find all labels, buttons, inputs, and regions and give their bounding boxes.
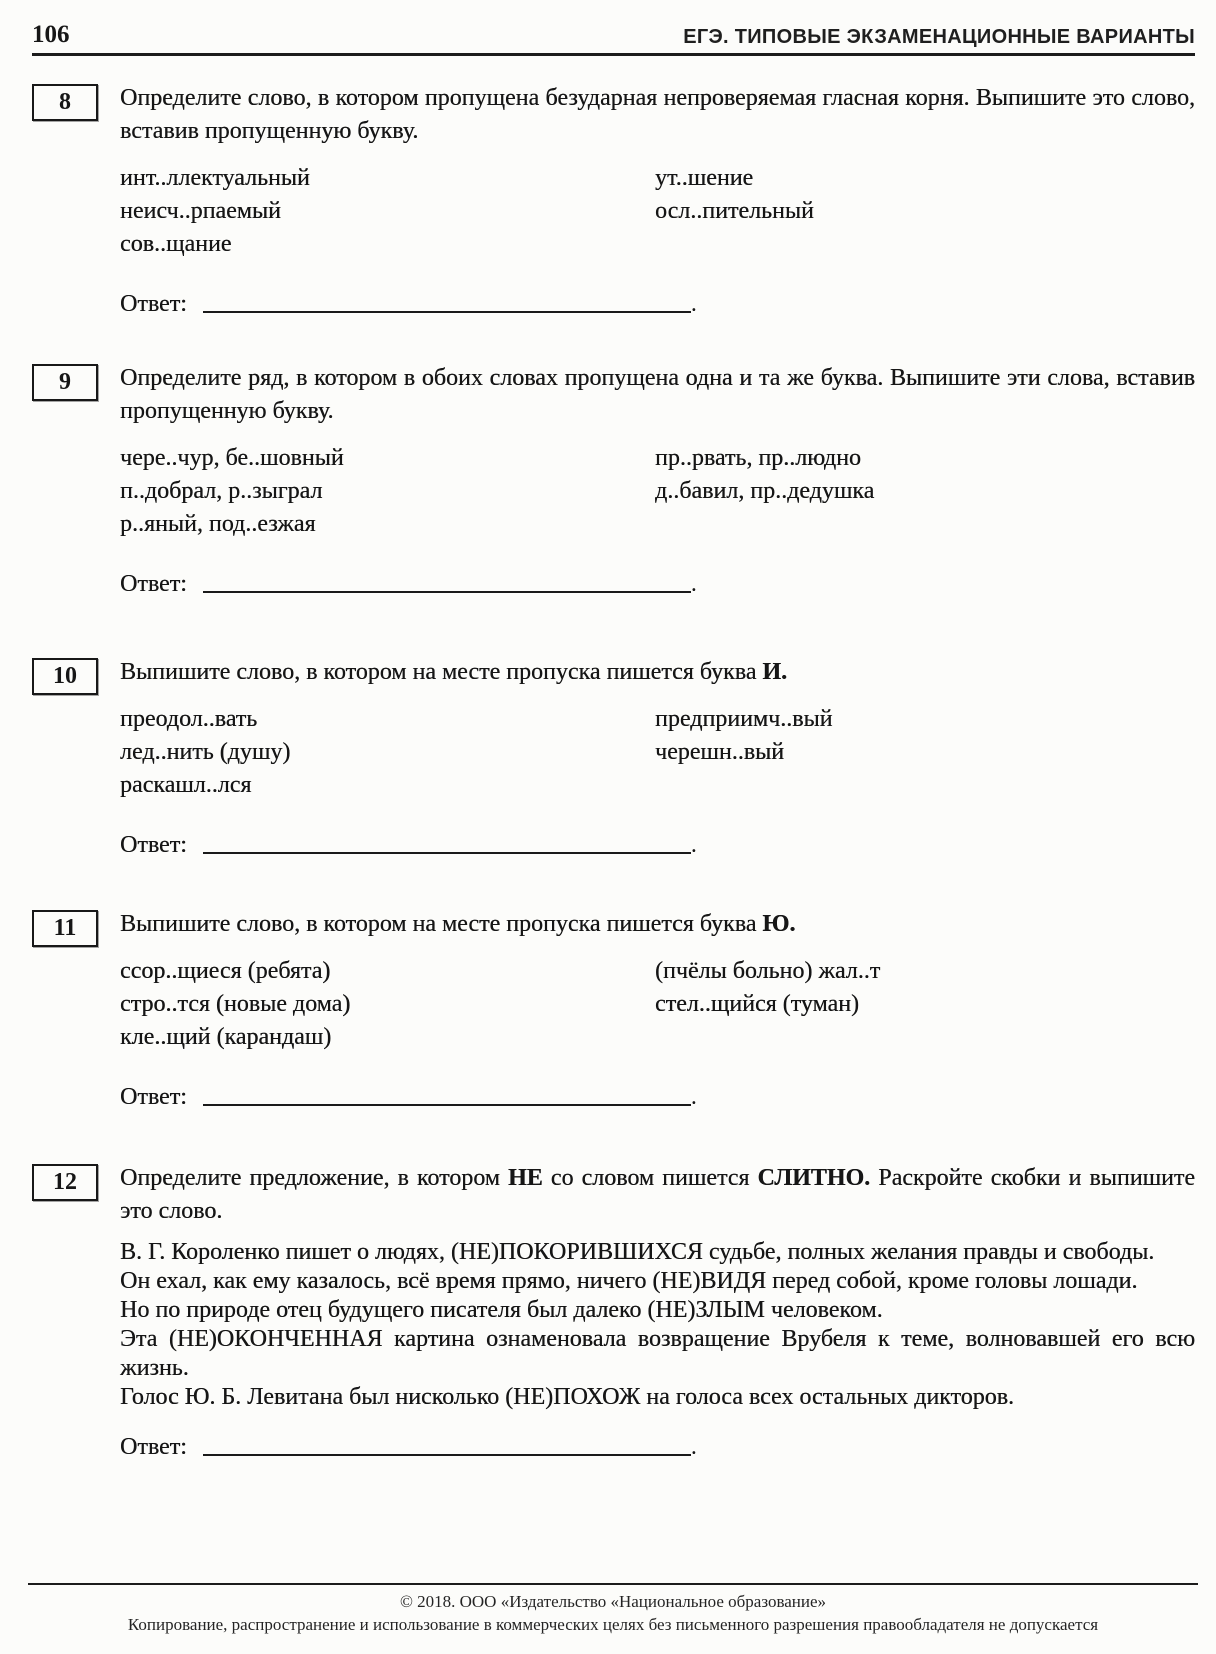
prompt-text: Определите ряд, в котором в обоих словах пропущена одна и та же буква. Выпишите эти слова, вставив пропущенную букву. [120,365,1195,424]
options-right-column [655,442,1195,541]
word-option: сов..щание [120,231,232,257]
answer-blank[interactable] [203,848,691,854]
word-pair-option: д..бавил, пр..дедушка [655,478,875,504]
sentence-option: Он ехал, как ему казалось, всё время прямо, ничего (НЕ)ВИДЯ перед собой, кроме головы лошади. [120,1268,1138,1294]
question-8 [32,82,1195,318]
word-option: черешн..вый [655,739,784,765]
question-12-prompt [120,1162,1195,1228]
prompt-text: Выпишите слово, в котором на месте пропуска пишется буква [120,911,763,937]
question-11-answer-row [120,1084,1195,1111]
sentence-option: В. Г. Короленко пишет о людях, (НЕ)ПОКОРИВШИХСЯ судьбе, полных желания правды и свободы. [120,1239,1155,1265]
options-left-column [120,703,655,802]
question-10-prompt [120,656,1195,689]
prompt-text: Выпишите слово, в котором на месте пропуска пишется буква [120,659,763,685]
word-option: предприимч..вый [655,706,833,732]
question-10 [32,656,1195,859]
prompt-bold-text: И. [762,659,788,685]
word-pair-option: пр..рвать, пр..людно [655,445,861,471]
question-number: 8 [59,89,71,115]
word-option: лед..нить (душу) [120,739,291,765]
answer-period: . [690,832,697,858]
answer-blank[interactable] [203,307,691,313]
question-8-options [120,162,1195,261]
answer-period: . [690,291,697,317]
sentence-option: Но по природе отец будущего писателя был далеко (НЕ)ЗЛЫМ человеком. [120,1297,883,1323]
word-option: ссор..щиеся (ребята) [120,958,331,984]
answer-label: Ответ: [120,1434,187,1460]
question-12-answer-row [120,1434,1195,1461]
header-title: ЕГЭ. ТИПОВЫЕ ЭКЗАМЕНАЦИОННЫЕ ВАРИАНТЫ [683,26,1195,48]
question-10-answer-row [120,832,1195,859]
question-number: 10 [53,663,77,689]
page-footer [28,1583,1198,1635]
prompt-bold-text: СЛИТНО. [757,1165,871,1191]
question-9-options [120,442,1195,541]
answer-label: Ответ: [120,1084,187,1110]
word-option: раскашл..лся [120,772,252,798]
sentence-option: Голос Ю. Б. Левитана был нисколько (НЕ)ПОХОЖ на голоса всех остальных дикторов. [120,1384,1015,1410]
word-option: ут..шение [655,165,754,191]
options-left-column [120,442,655,541]
prompt-bold-text: Ю. [762,911,796,937]
options-left-column [120,162,655,261]
question-11-options [120,955,1195,1054]
copyright-line: © 2018. ООО «Издательство «Национальное образование» [399,1592,827,1611]
question-8-answer-row [120,291,1195,318]
page-number: 106 [32,21,70,48]
word-option: осл..пительный [655,198,814,224]
answer-label: Ответ: [120,832,187,858]
prompt-bold-text: НЕ [508,1165,543,1191]
word-option: преодол..вать [120,706,258,732]
question-number: 9 [59,369,71,395]
question-9-answer-row [120,571,1195,598]
question-8-prompt [120,82,1195,148]
question-10-options [120,703,1195,802]
prompt-text: Определите слово, в котором пропущена безударная непроверяемая гласная корня. Выпишите это слово, вставив пропущенную букву. [120,85,1195,144]
word-pair-option: р..яный, под..езжая [120,511,316,537]
question-12 [32,1162,1195,1461]
options-right-column [655,162,1195,261]
word-option: стро..тся (новые дома) [120,991,351,1017]
footer-divider [28,1583,1198,1585]
question-12-number-box [32,1164,98,1201]
answer-label: Ответ: [120,291,187,317]
options-right-column [655,955,1195,1054]
question-9 [32,362,1195,598]
answer-blank[interactable] [203,587,691,593]
answer-blank[interactable] [203,1100,691,1106]
word-option: неисч..рпаемый [120,198,281,224]
word-option: кле..щий (карандаш) [120,1024,332,1050]
answer-period: . [690,1434,697,1460]
question-number: 11 [53,915,77,941]
answer-blank[interactable] [203,1450,691,1456]
word-option: стел..щийся (туман) [655,991,859,1017]
options-left-column [120,955,655,1054]
question-8-number-box [32,84,98,121]
answer-period: . [690,1084,697,1110]
sentence-option: Эта (НЕ)ОКОНЧЕННАЯ картина ознаменовала возвращение Врубеля к теме, волновавшей его всю жизнь. [120,1326,1195,1381]
word-pair-option: п..добрал, р..зыграл [120,478,323,504]
question-9-number-box [32,364,98,401]
options-right-column [655,703,1195,802]
question-12-sentences [120,1238,1195,1412]
page-header [32,22,1195,56]
word-option: инт..ллектуальный [120,165,310,191]
question-11 [32,908,1195,1111]
answer-label: Ответ: [120,571,187,597]
answer-period: . [690,571,697,597]
word-pair-option: чере..чур, бе..шовный [120,445,344,471]
question-10-number-box [32,658,98,695]
question-9-prompt [120,362,1195,428]
copyright-notice: Копирование, распространение и использование в коммерческих целях без письменного разрешения правообладателя не допускается [127,1615,1099,1634]
question-number: 12 [53,1169,77,1195]
question-11-number-box [32,910,98,947]
prompt-text: Определите предложение, в котором [120,1165,509,1191]
prompt-text: со словом пишется [542,1165,758,1191]
prompt-text: Раскройте скобки и выпишите это слово. [120,1165,1195,1224]
word-option: (пчёлы больно) жал..т [655,958,881,984]
question-11-prompt [120,908,1195,941]
